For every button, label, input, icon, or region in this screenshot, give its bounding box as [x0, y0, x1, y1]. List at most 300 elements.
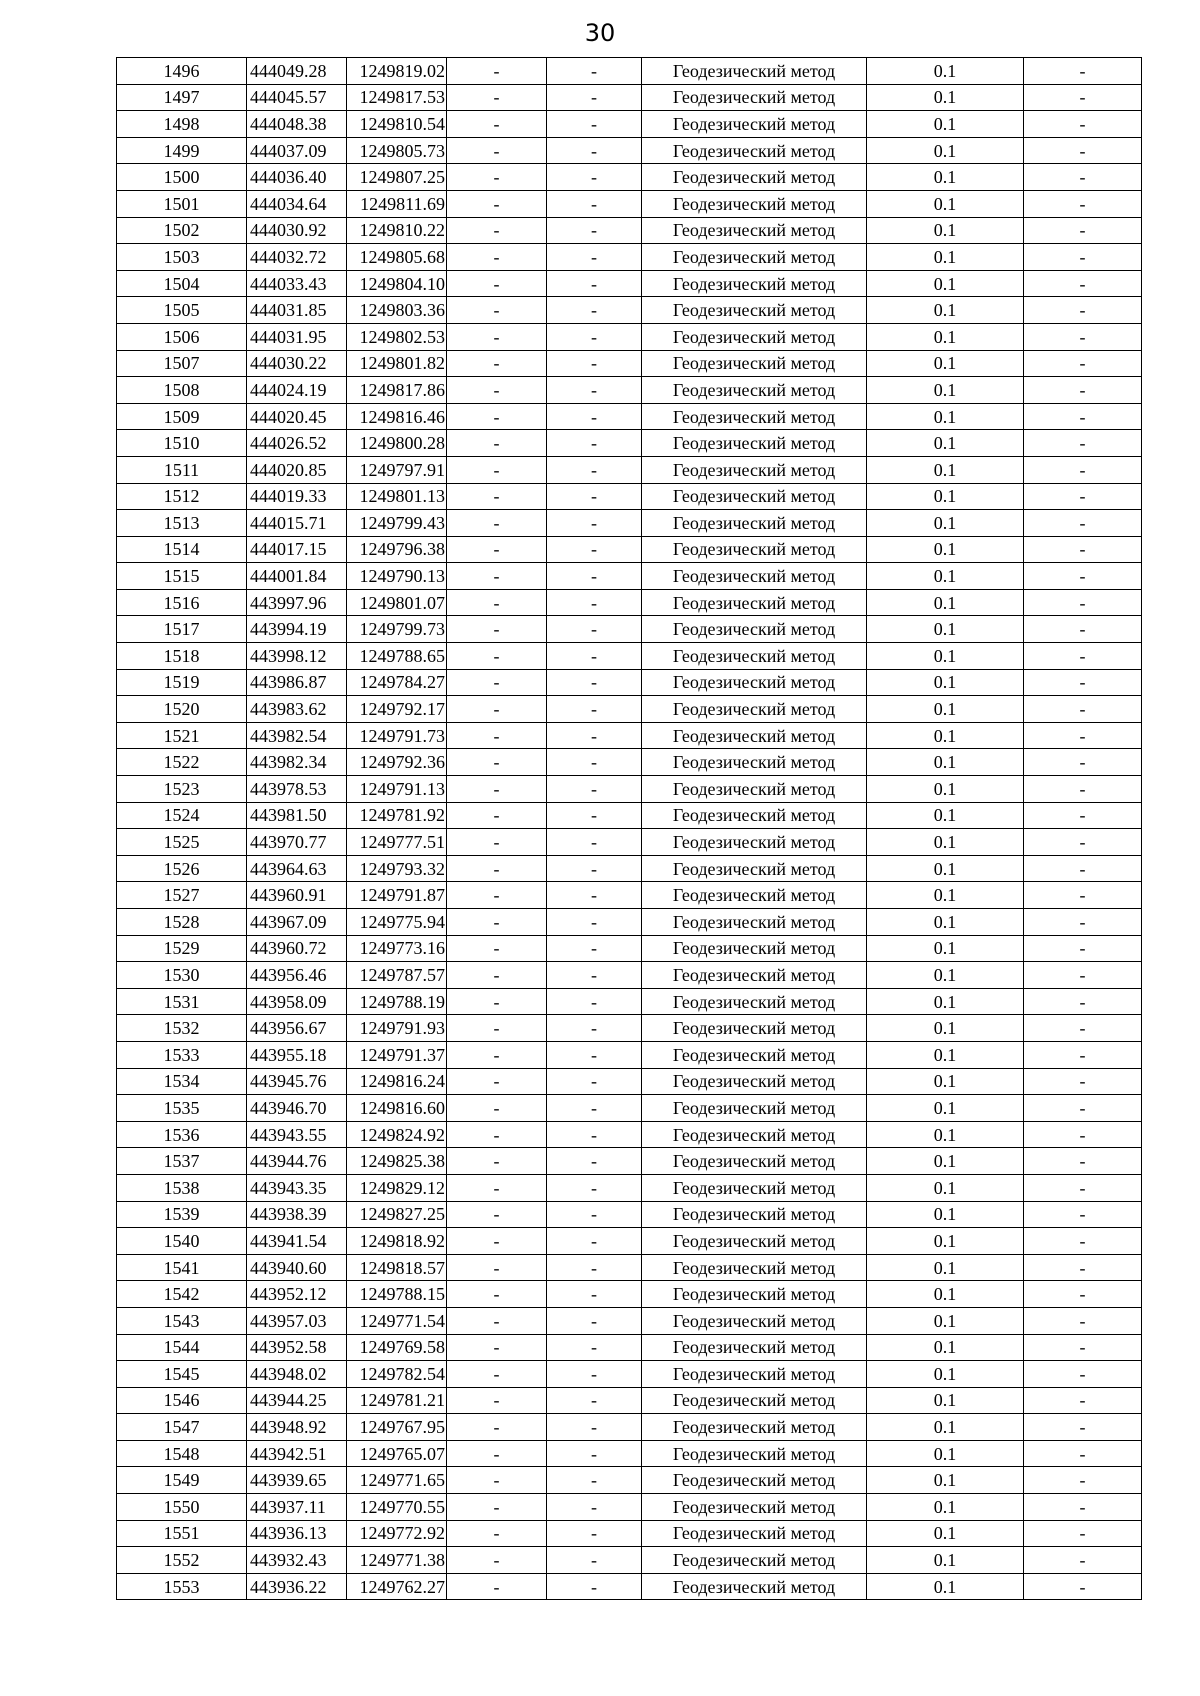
- accuracy-cell: 0.1: [867, 855, 1024, 882]
- point-number-cell: 1531: [117, 988, 247, 1015]
- y-coordinate-cell: 1249827.25: [347, 1201, 447, 1228]
- method-cell: Геодезический метод: [642, 882, 867, 909]
- y-coordinate-cell: 1249788.65: [347, 643, 447, 670]
- empty-cell-2: -: [547, 1414, 642, 1441]
- y-coordinate-cell: 1249810.54: [347, 111, 447, 138]
- table-row: [117, 1547, 1142, 1574]
- x-coordinate-cell: 443940.60: [247, 1254, 347, 1281]
- accuracy-cell: 0.1: [867, 1121, 1024, 1148]
- point-number-cell: 1518: [117, 643, 247, 670]
- empty-cell-1: -: [447, 137, 547, 164]
- x-coordinate-cell: 444036.40: [247, 164, 347, 191]
- empty-cell-3: -: [1024, 536, 1142, 563]
- empty-cell-1: -: [447, 1174, 547, 1201]
- x-coordinate-cell: 443956.46: [247, 962, 347, 989]
- point-number-cell: 1528: [117, 909, 247, 936]
- method-cell: Геодезический метод: [642, 988, 867, 1015]
- empty-cell-1: -: [447, 323, 547, 350]
- empty-cell-2: -: [547, 1201, 642, 1228]
- empty-cell-1: -: [447, 749, 547, 776]
- x-coordinate-cell: 443982.54: [247, 722, 347, 749]
- empty-cell-3: -: [1024, 430, 1142, 457]
- y-coordinate-cell: 1249791.87: [347, 882, 447, 909]
- table-row: [117, 1174, 1142, 1201]
- table-row: [117, 909, 1142, 936]
- method-cell: Геодезический метод: [642, 1148, 867, 1175]
- point-number-cell: 1499: [117, 137, 247, 164]
- table-row: [117, 1095, 1142, 1122]
- accuracy-cell: 0.1: [867, 1068, 1024, 1095]
- method-cell: Геодезический метод: [642, 58, 867, 85]
- empty-cell-2: -: [547, 483, 642, 510]
- x-coordinate-cell: 443960.91: [247, 882, 347, 909]
- x-coordinate-cell: 444048.38: [247, 111, 347, 138]
- x-coordinate-cell: 443938.39: [247, 1201, 347, 1228]
- empty-cell-2: -: [547, 776, 642, 803]
- point-number-cell: 1515: [117, 563, 247, 590]
- table-row: [117, 456, 1142, 483]
- point-number-cell: 1551: [117, 1520, 247, 1547]
- y-coordinate-cell: 1249818.92: [347, 1228, 447, 1255]
- table-row: [117, 882, 1142, 909]
- accuracy-cell: 0.1: [867, 1467, 1024, 1494]
- empty-cell-2: -: [547, 1467, 642, 1494]
- accuracy-cell: 0.1: [867, 58, 1024, 85]
- x-coordinate-cell: 443998.12: [247, 643, 347, 670]
- empty-cell-2: -: [547, 1228, 642, 1255]
- empty-cell-3: -: [1024, 297, 1142, 324]
- method-cell: Геодезический метод: [642, 1547, 867, 1574]
- empty-cell-2: -: [547, 669, 642, 696]
- x-coordinate-cell: 443945.76: [247, 1068, 347, 1095]
- empty-cell-1: -: [447, 510, 547, 537]
- empty-cell-1: -: [447, 855, 547, 882]
- point-number-cell: 1533: [117, 1041, 247, 1068]
- empty-cell-3: -: [1024, 1334, 1142, 1361]
- empty-cell-2: -: [547, 1334, 642, 1361]
- x-coordinate-cell: 443970.77: [247, 829, 347, 856]
- y-coordinate-cell: 1249819.02: [347, 58, 447, 85]
- table-row: [117, 1440, 1142, 1467]
- y-coordinate-cell: 1249791.93: [347, 1015, 447, 1042]
- empty-cell-3: -: [1024, 164, 1142, 191]
- point-number-cell: 1508: [117, 377, 247, 404]
- y-coordinate-cell: 1249799.43: [347, 510, 447, 537]
- empty-cell-3: -: [1024, 988, 1142, 1015]
- empty-cell-3: -: [1024, 882, 1142, 909]
- empty-cell-1: -: [447, 1228, 547, 1255]
- x-coordinate-cell: 443958.09: [247, 988, 347, 1015]
- method-cell: Геодезический метод: [642, 456, 867, 483]
- empty-cell-1: -: [447, 297, 547, 324]
- method-cell: Геодезический метод: [642, 1387, 867, 1414]
- table-row: [117, 1467, 1142, 1494]
- empty-cell-2: -: [547, 1041, 642, 1068]
- empty-cell-3: -: [1024, 350, 1142, 377]
- empty-cell-3: -: [1024, 58, 1142, 85]
- y-coordinate-cell: 1249817.53: [347, 84, 447, 111]
- empty-cell-2: -: [547, 1547, 642, 1574]
- method-cell: Геодезический метод: [642, 536, 867, 563]
- accuracy-cell: 0.1: [867, 137, 1024, 164]
- method-cell: Геодезический метод: [642, 909, 867, 936]
- empty-cell-3: -: [1024, 510, 1142, 537]
- empty-cell-1: -: [447, 802, 547, 829]
- empty-cell-3: -: [1024, 403, 1142, 430]
- method-cell: Геодезический метод: [642, 1254, 867, 1281]
- point-number-cell: 1546: [117, 1387, 247, 1414]
- method-cell: Геодезический метод: [642, 1015, 867, 1042]
- table-row: [117, 962, 1142, 989]
- empty-cell-2: -: [547, 217, 642, 244]
- x-coordinate-cell: 444031.85: [247, 297, 347, 324]
- table-row: [117, 1573, 1142, 1600]
- x-coordinate-cell: 443939.65: [247, 1467, 347, 1494]
- empty-cell-3: -: [1024, 855, 1142, 882]
- x-coordinate-cell: 444019.33: [247, 483, 347, 510]
- method-cell: Геодезический метод: [642, 1440, 867, 1467]
- table-row: [117, 1334, 1142, 1361]
- table-row: [117, 137, 1142, 164]
- x-coordinate-cell: 443982.34: [247, 749, 347, 776]
- point-number-cell: 1497: [117, 84, 247, 111]
- table-row: [117, 802, 1142, 829]
- point-number-cell: 1547: [117, 1414, 247, 1441]
- point-number-cell: 1549: [117, 1467, 247, 1494]
- empty-cell-2: -: [547, 696, 642, 723]
- y-coordinate-cell: 1249811.69: [347, 190, 447, 217]
- table-row: [117, 1361, 1142, 1388]
- empty-cell-3: -: [1024, 1095, 1142, 1122]
- accuracy-cell: 0.1: [867, 1573, 1024, 1600]
- empty-cell-2: -: [547, 1520, 642, 1547]
- empty-cell-1: -: [447, 1068, 547, 1095]
- table-row: [117, 988, 1142, 1015]
- accuracy-cell: 0.1: [867, 882, 1024, 909]
- accuracy-cell: 0.1: [867, 377, 1024, 404]
- method-cell: Геодезический метод: [642, 1307, 867, 1334]
- empty-cell-3: -: [1024, 456, 1142, 483]
- point-number-cell: 1501: [117, 190, 247, 217]
- point-number-cell: 1541: [117, 1254, 247, 1281]
- empty-cell-2: -: [547, 855, 642, 882]
- empty-cell-2: -: [547, 1121, 642, 1148]
- x-coordinate-cell: 444033.43: [247, 270, 347, 297]
- point-number-cell: 1539: [117, 1201, 247, 1228]
- method-cell: Геодезический метод: [642, 1361, 867, 1388]
- x-coordinate-cell: 443967.09: [247, 909, 347, 936]
- empty-cell-3: -: [1024, 722, 1142, 749]
- accuracy-cell: 0.1: [867, 1334, 1024, 1361]
- accuracy-cell: 0.1: [867, 1174, 1024, 1201]
- empty-cell-3: -: [1024, 1387, 1142, 1414]
- empty-cell-1: -: [447, 1201, 547, 1228]
- page-number: 30: [584, 19, 616, 47]
- x-coordinate-cell: 443957.03: [247, 1307, 347, 1334]
- accuracy-cell: 0.1: [867, 935, 1024, 962]
- empty-cell-3: -: [1024, 483, 1142, 510]
- empty-cell-1: -: [447, 1095, 547, 1122]
- empty-cell-2: -: [547, 829, 642, 856]
- point-number-cell: 1506: [117, 323, 247, 350]
- empty-cell-3: -: [1024, 1121, 1142, 1148]
- method-cell: Геодезический метод: [642, 1281, 867, 1308]
- point-number-cell: 1505: [117, 297, 247, 324]
- x-coordinate-cell: 443997.96: [247, 589, 347, 616]
- empty-cell-2: -: [547, 962, 642, 989]
- empty-cell-1: -: [447, 1494, 547, 1521]
- accuracy-cell: 0.1: [867, 829, 1024, 856]
- empty-cell-3: -: [1024, 1414, 1142, 1441]
- point-number-cell: 1529: [117, 935, 247, 962]
- empty-cell-2: -: [547, 137, 642, 164]
- empty-cell-1: -: [447, 217, 547, 244]
- accuracy-cell: 0.1: [867, 430, 1024, 457]
- table-row: [117, 297, 1142, 324]
- y-coordinate-cell: 1249772.92: [347, 1520, 447, 1547]
- point-number-cell: 1511: [117, 456, 247, 483]
- empty-cell-3: -: [1024, 377, 1142, 404]
- table-row: [117, 111, 1142, 138]
- y-coordinate-cell: 1249781.21: [347, 1387, 447, 1414]
- point-number-cell: 1498: [117, 111, 247, 138]
- empty-cell-3: -: [1024, 1307, 1142, 1334]
- accuracy-cell: 0.1: [867, 909, 1024, 936]
- table-row: [117, 1387, 1142, 1414]
- empty-cell-2: -: [547, 84, 642, 111]
- empty-cell-1: -: [447, 1041, 547, 1068]
- table-row: [117, 563, 1142, 590]
- y-coordinate-cell: 1249771.38: [347, 1547, 447, 1574]
- y-coordinate-cell: 1249801.07: [347, 589, 447, 616]
- accuracy-cell: 0.1: [867, 1440, 1024, 1467]
- table-row: [117, 749, 1142, 776]
- coordinates-table: [116, 57, 1142, 1600]
- x-coordinate-cell: 444032.72: [247, 244, 347, 271]
- empty-cell-2: -: [547, 749, 642, 776]
- table-row: [117, 1068, 1142, 1095]
- y-coordinate-cell: 1249796.38: [347, 536, 447, 563]
- y-coordinate-cell: 1249803.36: [347, 297, 447, 324]
- x-coordinate-cell: 444024.19: [247, 377, 347, 404]
- empty-cell-2: -: [547, 190, 642, 217]
- empty-cell-2: -: [547, 323, 642, 350]
- x-coordinate-cell: 443932.43: [247, 1547, 347, 1574]
- x-coordinate-cell: 443936.22: [247, 1573, 347, 1600]
- empty-cell-3: -: [1024, 1520, 1142, 1547]
- empty-cell-2: -: [547, 988, 642, 1015]
- y-coordinate-cell: 1249793.32: [347, 855, 447, 882]
- method-cell: Геодезический метод: [642, 563, 867, 590]
- empty-cell-2: -: [547, 297, 642, 324]
- point-number-cell: 1548: [117, 1440, 247, 1467]
- table-row: [117, 935, 1142, 962]
- table-row: [117, 1148, 1142, 1175]
- empty-cell-1: -: [447, 563, 547, 590]
- empty-cell-1: -: [447, 1387, 547, 1414]
- accuracy-cell: 0.1: [867, 1361, 1024, 1388]
- x-coordinate-cell: 444037.09: [247, 137, 347, 164]
- x-coordinate-cell: 443944.25: [247, 1387, 347, 1414]
- y-coordinate-cell: 1249824.92: [347, 1121, 447, 1148]
- y-coordinate-cell: 1249816.24: [347, 1068, 447, 1095]
- empty-cell-2: -: [547, 563, 642, 590]
- empty-cell-3: -: [1024, 1148, 1142, 1175]
- empty-cell-1: -: [447, 776, 547, 803]
- accuracy-cell: 0.1: [867, 323, 1024, 350]
- point-number-cell: 1530: [117, 962, 247, 989]
- empty-cell-2: -: [547, 1015, 642, 1042]
- method-cell: Геодезический метод: [642, 643, 867, 670]
- table-row: [117, 1281, 1142, 1308]
- empty-cell-2: -: [547, 1174, 642, 1201]
- empty-cell-1: -: [447, 1573, 547, 1600]
- empty-cell-2: -: [547, 1440, 642, 1467]
- accuracy-cell: 0.1: [867, 563, 1024, 590]
- table-row: [117, 1041, 1142, 1068]
- empty-cell-2: -: [547, 1281, 642, 1308]
- empty-cell-1: -: [447, 430, 547, 457]
- y-coordinate-cell: 1249771.54: [347, 1307, 447, 1334]
- table-row: [117, 190, 1142, 217]
- accuracy-cell: 0.1: [867, 217, 1024, 244]
- empty-cell-3: -: [1024, 962, 1142, 989]
- accuracy-cell: 0.1: [867, 643, 1024, 670]
- y-coordinate-cell: 1249818.57: [347, 1254, 447, 1281]
- method-cell: Геодезический метод: [642, 164, 867, 191]
- method-cell: Геодезический метод: [642, 589, 867, 616]
- point-number-cell: 1517: [117, 616, 247, 643]
- method-cell: Геодезический метод: [642, 430, 867, 457]
- point-number-cell: 1520: [117, 696, 247, 723]
- method-cell: Геодезический метод: [642, 696, 867, 723]
- empty-cell-3: -: [1024, 323, 1142, 350]
- point-number-cell: 1545: [117, 1361, 247, 1388]
- x-coordinate-cell: 443943.55: [247, 1121, 347, 1148]
- method-cell: Геодезический метод: [642, 616, 867, 643]
- point-number-cell: 1504: [117, 270, 247, 297]
- empty-cell-2: -: [547, 430, 642, 457]
- table-row: [117, 510, 1142, 537]
- empty-cell-2: -: [547, 350, 642, 377]
- x-coordinate-cell: 443944.76: [247, 1148, 347, 1175]
- accuracy-cell: 0.1: [867, 244, 1024, 271]
- accuracy-cell: 0.1: [867, 1307, 1024, 1334]
- table-row: [117, 350, 1142, 377]
- accuracy-cell: 0.1: [867, 1228, 1024, 1255]
- empty-cell-1: -: [447, 403, 547, 430]
- empty-cell-3: -: [1024, 1281, 1142, 1308]
- empty-cell-2: -: [547, 643, 642, 670]
- point-number-cell: 1540: [117, 1228, 247, 1255]
- empty-cell-2: -: [547, 1494, 642, 1521]
- empty-cell-2: -: [547, 1254, 642, 1281]
- x-coordinate-cell: 443983.62: [247, 696, 347, 723]
- x-coordinate-cell: 443952.12: [247, 1281, 347, 1308]
- y-coordinate-cell: 1249770.55: [347, 1494, 447, 1521]
- table-row: [117, 1414, 1142, 1441]
- method-cell: Геодезический метод: [642, 1334, 867, 1361]
- point-number-cell: 1514: [117, 536, 247, 563]
- accuracy-cell: 0.1: [867, 350, 1024, 377]
- accuracy-cell: 0.1: [867, 669, 1024, 696]
- point-number-cell: 1537: [117, 1148, 247, 1175]
- accuracy-cell: 0.1: [867, 111, 1024, 138]
- accuracy-cell: 0.1: [867, 776, 1024, 803]
- point-number-cell: 1522: [117, 749, 247, 776]
- empty-cell-2: -: [547, 111, 642, 138]
- empty-cell-1: -: [447, 829, 547, 856]
- y-coordinate-cell: 1249804.10: [347, 270, 447, 297]
- point-number-cell: 1532: [117, 1015, 247, 1042]
- empty-cell-3: -: [1024, 1467, 1142, 1494]
- empty-cell-1: -: [447, 589, 547, 616]
- method-cell: Геодезический метод: [642, 111, 867, 138]
- point-number-cell: 1519: [117, 669, 247, 696]
- point-number-cell: 1525: [117, 829, 247, 856]
- accuracy-cell: 0.1: [867, 1095, 1024, 1122]
- y-coordinate-cell: 1249801.13: [347, 483, 447, 510]
- accuracy-cell: 0.1: [867, 1414, 1024, 1441]
- x-coordinate-cell: 443948.02: [247, 1361, 347, 1388]
- method-cell: Геодезический метод: [642, 855, 867, 882]
- y-coordinate-cell: 1249790.13: [347, 563, 447, 590]
- empty-cell-2: -: [547, 616, 642, 643]
- method-cell: Геодезический метод: [642, 669, 867, 696]
- table-row: [117, 483, 1142, 510]
- method-cell: Геодезический метод: [642, 1520, 867, 1547]
- empty-cell-3: -: [1024, 1041, 1142, 1068]
- empty-cell-1: -: [447, 1547, 547, 1574]
- table-row: [117, 643, 1142, 670]
- method-cell: Геодезический метод: [642, 829, 867, 856]
- accuracy-cell: 0.1: [867, 510, 1024, 537]
- y-coordinate-cell: 1249762.27: [347, 1573, 447, 1600]
- empty-cell-3: -: [1024, 1547, 1142, 1574]
- method-cell: Геодезический метод: [642, 270, 867, 297]
- table-row: [117, 855, 1142, 882]
- empty-cell-1: -: [447, 1414, 547, 1441]
- x-coordinate-cell: 444034.64: [247, 190, 347, 217]
- table-row: [117, 536, 1142, 563]
- y-coordinate-cell: 1249817.86: [347, 377, 447, 404]
- empty-cell-3: -: [1024, 1573, 1142, 1600]
- x-coordinate-cell: 444017.15: [247, 536, 347, 563]
- point-number-cell: 1512: [117, 483, 247, 510]
- method-cell: Геодезический метод: [642, 1414, 867, 1441]
- method-cell: Геодезический метод: [642, 962, 867, 989]
- y-coordinate-cell: 1249792.36: [347, 749, 447, 776]
- method-cell: Геодезический метод: [642, 244, 867, 271]
- table-row: [117, 1121, 1142, 1148]
- empty-cell-3: -: [1024, 244, 1142, 271]
- method-cell: Геодезический метод: [642, 1121, 867, 1148]
- table-row: [117, 84, 1142, 111]
- y-coordinate-cell: 1249777.51: [347, 829, 447, 856]
- x-coordinate-cell: 443955.18: [247, 1041, 347, 1068]
- y-coordinate-cell: 1249788.19: [347, 988, 447, 1015]
- y-coordinate-cell: 1249791.73: [347, 722, 447, 749]
- empty-cell-3: -: [1024, 1201, 1142, 1228]
- table-row: [117, 58, 1142, 85]
- empty-cell-1: -: [447, 111, 547, 138]
- point-number-cell: 1536: [117, 1121, 247, 1148]
- y-coordinate-cell: 1249829.12: [347, 1174, 447, 1201]
- x-coordinate-cell: 443948.92: [247, 1414, 347, 1441]
- empty-cell-2: -: [547, 456, 642, 483]
- empty-cell-1: -: [447, 377, 547, 404]
- method-cell: Геодезический метод: [642, 1494, 867, 1521]
